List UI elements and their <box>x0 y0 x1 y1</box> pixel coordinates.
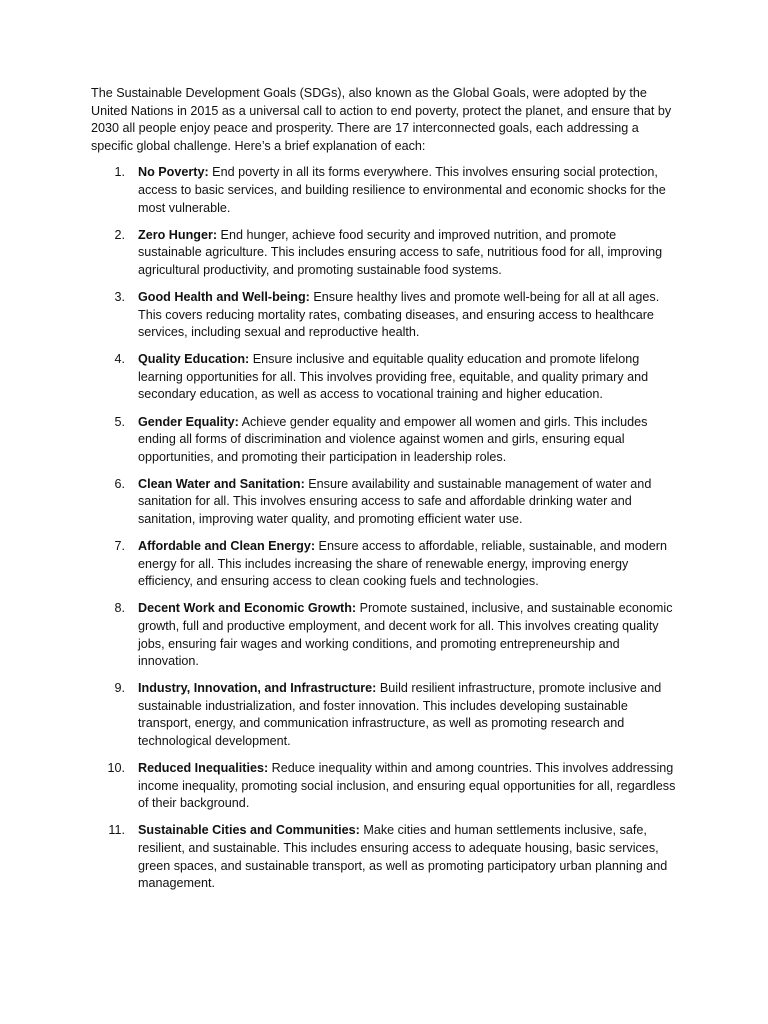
item-title: Good Health and Well-being: <box>138 289 310 304</box>
item-text: Ensure access to affordable, reliable, sustainable, and modern energy for all. This includes increasing the share of renewable energy, improving energy efficiency, and ensuring access to clean cooking fuels and technologies. <box>138 539 667 589</box>
item-text: Promote sustained, inclusive, and sustainable economic growth, full and productive employment, and decent work for all. This involves creating quality jobs, ensuring fair wages and working conditions, and promoting entrepreneurship and innovation. <box>138 601 673 669</box>
item-text: Reduce inequality within and among countries. This involves addressing income inequality, promoting social inclusion, and ensuring equal opportunities for all, regardless of their background. <box>138 761 676 811</box>
item-text: End poverty in all its forms everywhere. This involves ensuring social protection, access to basic services, and building resilience to environmental and economic shocks for the most vulnerable. <box>138 165 666 215</box>
item-number: 4. <box>114 352 125 367</box>
intro-paragraph: The Sustainable Development Goals (SDGs), also known as the Global Goals, were adopted by the United Nations in 2015 as a universal call to action to end poverty, protect the planet, and ensure that by 2030 all people enjoy peace and prosperity. There are 17 interconnected goals, each addressing a specific global challenge. Here’s a brief explanation of each: <box>91 86 672 153</box>
item-number: 10. <box>107 761 125 776</box>
list-item <box>91 680 681 750</box>
item-text: Ensure inclusive and equitable quality education and promote lifelong learning opportunities for all. This involves providing free, equitable, and quality primary and secondary education, as well as access to vocational training and higher education. <box>138 352 649 402</box>
item-text: Ensure healthy lives and promote well-being for all at all ages. This covers reducing mortality rates, combating diseases, and ensuring access to healthcare services, including sexual and reproductive health. <box>138 289 660 340</box>
list-item <box>91 760 681 813</box>
goals-list <box>91 164 681 892</box>
item-number: 6. <box>114 476 125 491</box>
item-title: Quality Education: <box>138 352 250 367</box>
list-item <box>91 289 681 342</box>
item-number: 5. <box>114 414 125 429</box>
item-number: 1. <box>114 165 125 180</box>
list-item <box>91 538 681 591</box>
item-title: No Poverty: <box>138 165 209 180</box>
item-text: End hunger, achieve food security and improved nutrition, and promote sustainable agriculture. This includes ensuring access to safe, nutritious food for all, improving agricultural productivity, and promoting sustainable food systems. <box>138 227 663 277</box>
item-number: 11. <box>108 823 125 838</box>
list-item <box>91 414 681 467</box>
item-title: Industry, Innovation, and Infrastructure: <box>138 681 377 696</box>
item-title: Decent Work and Economic Growth: <box>138 601 357 616</box>
item-title: Clean Water and Sanitation: <box>138 476 305 491</box>
list-item <box>91 600 681 670</box>
list-item <box>91 164 681 217</box>
item-number: 7. <box>114 539 125 554</box>
list-item <box>91 476 681 529</box>
item-title: Sustainable Cities and Communities: <box>138 823 360 838</box>
item-title: Zero Hunger: <box>138 227 218 242</box>
document-page <box>91 85 681 902</box>
list-item <box>91 227 681 280</box>
item-text: Ensure availability and sustainable management of water and sanitation for all. This involves ensuring access to safe and affordable drinking water and sanitation, improving water quality, and promoting efficient water use. <box>138 476 652 526</box>
item-text: Make cities and human settlements inclusive, safe, resilient, and sustainable. This includes ensuring access to adequate housing, basic services, green spaces, and sustainable transport, as well as promoting participatory urban planning and management. <box>138 823 668 891</box>
item-number: 8. <box>114 601 125 616</box>
item-title: Affordable and Clean Energy: <box>138 539 316 554</box>
item-number: 2. <box>114 227 125 242</box>
list-item <box>91 351 681 404</box>
item-text: Build resilient infrastructure, promote inclusive and sustainable industrialization, and foster innovation. This includes developing sustainable transport, energy, and communication infrastructure, as well as promoting research and technological development. <box>138 681 662 748</box>
item-text: Achieve gender equality and empower all women and girls. This includes ending all forms of discrimination and violence against women and girls, ensuring equal opportunities, and promoting their participation in leadership roles. <box>138 414 648 464</box>
list-item <box>91 822 681 892</box>
item-number: 3. <box>114 289 125 304</box>
item-number: 9. <box>114 681 125 696</box>
item-title: Gender Equality: <box>138 414 239 429</box>
item-title: Reduced Inequalities: <box>138 761 269 776</box>
